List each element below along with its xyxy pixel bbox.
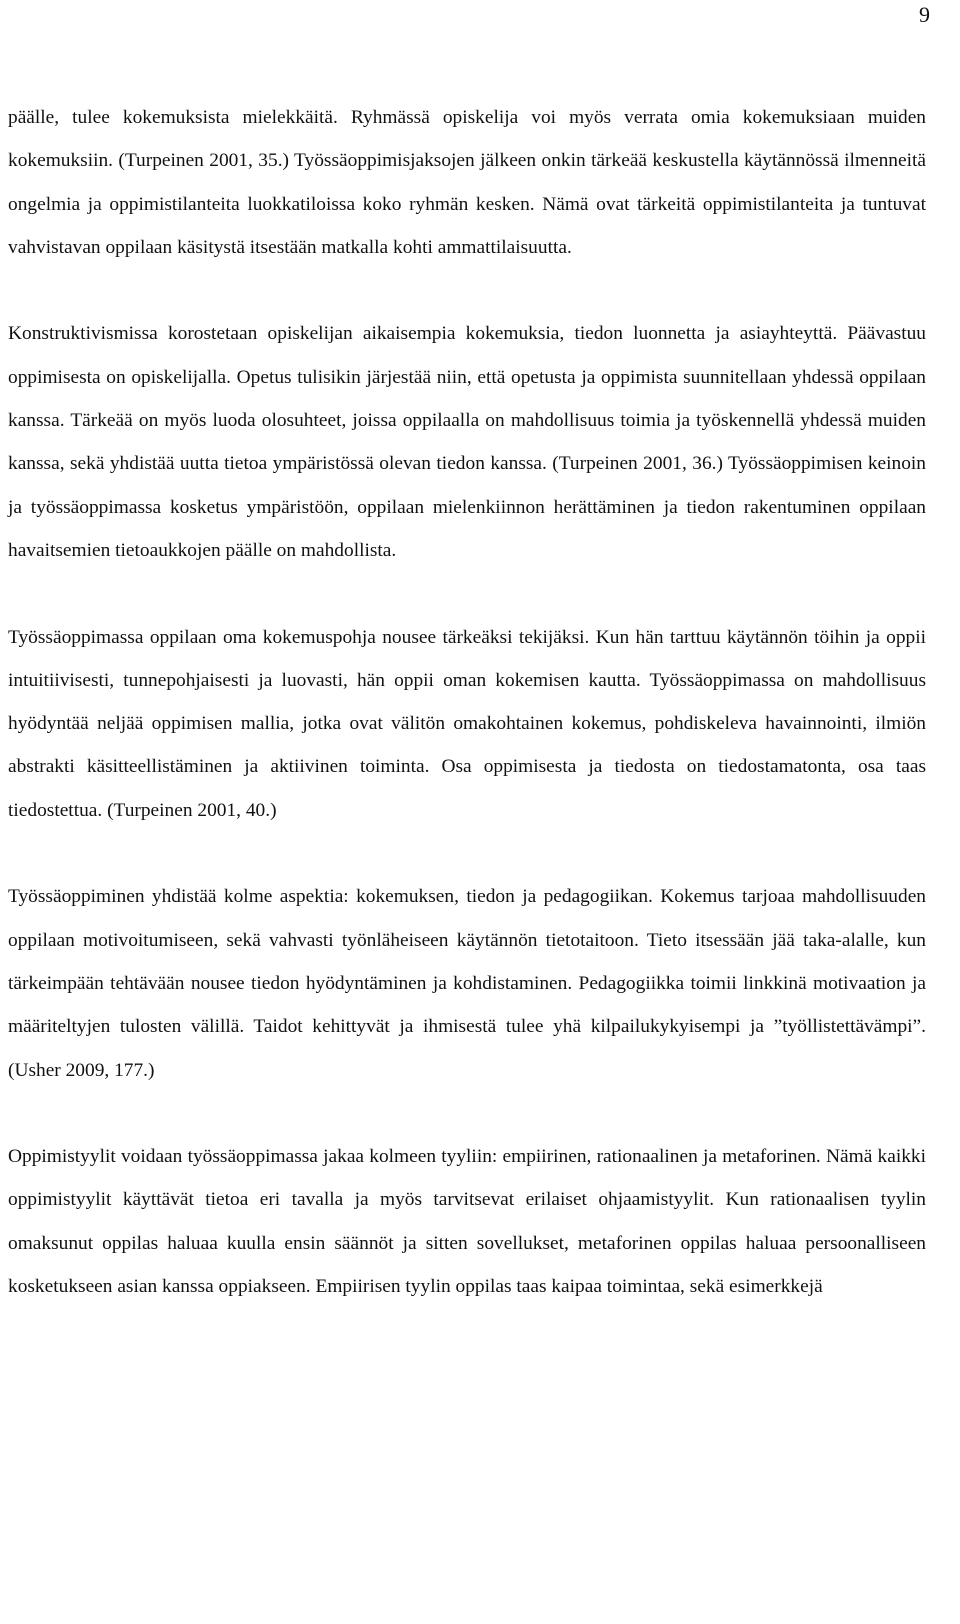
document-body [8, 96, 926, 1308]
paragraph-1: päälle, tulee kokemuksista mielekkäitä. Ryhmässä opiskelija voi myös verrata omia kokemuksiaan muiden kokemuksiin. (Turpeinen 2001, 35.) Työssäoppimisjaksojen jälkeen onkin tärkeää keskustella käytännössä ilmenneitä ongelmia ja oppimistilanteita luokkatiloissa koko ryhmän kesken. Nämä ovat tärkeitä oppimistilanteita ja tuntuvat vahvistavan oppilaan käsitystä itsestään matkalla kohti ammattilaisuutta. [8, 107, 926, 258]
paragraph-2: Konstruktivismissa korostetaan opiskelijan aikaisempia kokemuksia, tiedon luonnetta ja asiayhteyttä. Päävastuu oppimisesta on opiskelijalla. Opetus tulisikin järjestää niin, että opetusta ja oppimista suunnitellaan yhdessä oppilaan kanssa. Tärkeää on myös luoda olosuhteet, joissa oppilaalla on mahdollisuus toimia ja työskennellä yhdessä muiden kanssa, sekä yhdistää uutta tietoa ympäristössä olevan tiedon kanssa. (Turpeinen 2001, 36.) Työssäoppimisen keinoin ja työssäoppimassa kosketus ympäristöön, oppilaan mielenkiinnon herättäminen ja tiedon rakentuminen oppilaan havaitsemien tietoaukkojen päälle on mahdollista. [8, 323, 926, 561]
page-number: 9 [919, 2, 930, 27]
paragraph-4: Työssäoppiminen yhdistää kolme aspektia: kokemuksen, tiedon ja pedagogiikan. Kokemus tarjoaa mahdollisuuden oppilaan motivoitumiseen, sekä vahvasti työnläheiseen käytännön tietotaitoon. Tieto itsessään jää taka-alalle, kun tärkeimpään tehtävään nousee tiedon hyödyntäminen ja kohdistaminen. Pedagogiikka toimii linkkinä motivaation ja määriteltyjen tulosten välillä. Taidot kehittyvät ja ihmisestä tulee yhä kilpailukykyisempi ja ”työllistettävämpi”. (Usher 2009, 177.) [8, 886, 926, 1081]
paragraph-5: Oppimistyylit voidaan työssäoppimassa jakaa kolmeen tyyliin: empiirinen, rationaalinen ja metaforinen. Nämä kaikki oppimistyylit käyttävät tietoa eri tavalla ja myös tarvitsevat erilaiset ohjaamistyylit. Kun rationaalisen tyylin omaksunut oppilas haluaa kuulla ensin säännöt ja sitten sovellukset, metaforinen oppilas haluaa persoonalliseen kosketukseen asian kanssa oppiakseen. Empiirisen tyylin oppilas taas kaipaa toimintaa, sekä esimerkkejä [8, 1146, 926, 1298]
paragraph-3: Työssäoppimassa oppilaan oma kokemuspohja nousee tärkeäksi tekijäksi. Kun hän tarttuu käytännön töihin ja oppii intuitiivisesti, tunnepohjaisesti ja luovasti, hän oppii oman kokemisen kautta. Työssäoppimassa on mahdollisuus hyödyntää neljää oppimisen mallia, jotka ovat välitön omakohtainen kokemus, pohdiskeleva havainnointi, ilmiön abstrakti käsitteellistäminen ja aktiivinen toiminta. Osa oppimisesta ja tiedosta on tiedostamatonta, osa taas tiedostettua. (Turpeinen 2001, 40.) [8, 626, 926, 821]
